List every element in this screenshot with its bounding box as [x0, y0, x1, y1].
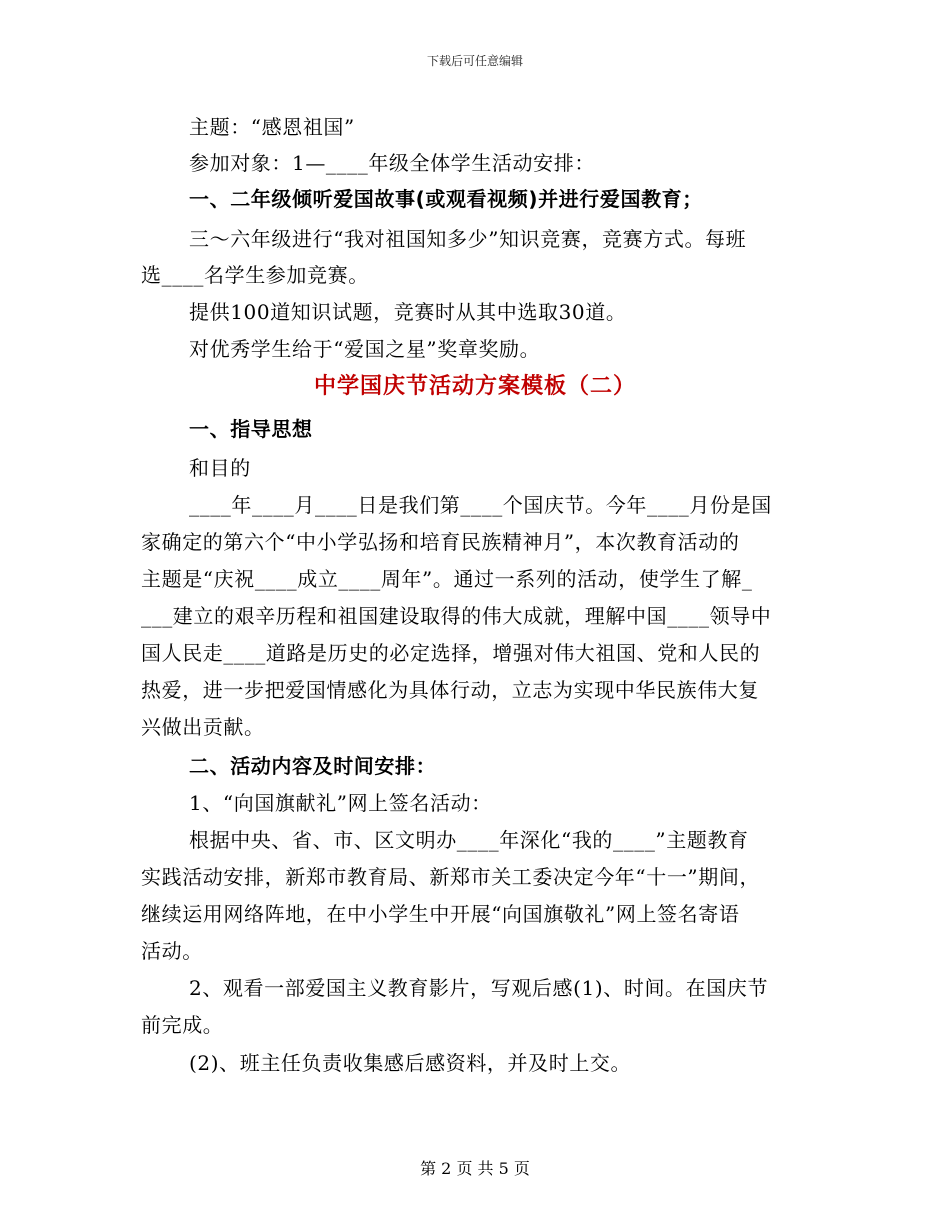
- paragraph-line: 国人民走____道路是历史的必定选择，增强对伟大祖国、党和人民的: [141, 641, 761, 665]
- activity-title: 1、“向国旗献礼”网上签名活动：: [189, 791, 492, 815]
- page-number: 第 2 页 共 5 页: [420, 1159, 530, 1178]
- header-note: 下载后可任意编辑: [426, 54, 523, 68]
- paragraph-line: 家确定的第六个“中小学弘扬和培育民族精神月”，本次教育活动的: [141, 530, 740, 554]
- paragraph-line: 提供100道知识试题，竞赛时从其中选取30道。: [189, 300, 627, 324]
- paragraph-line: 和目的: [189, 456, 251, 480]
- paragraph-line: (2)、班主任负责收集感后感资料，并及时上交。: [189, 1051, 632, 1075]
- paragraph-line: 主题是“庆祝____成立____周年”。通过一系列的活动，使学生了解_: [141, 567, 753, 591]
- paragraph-line: 前完成。: [141, 1013, 224, 1037]
- paragraph-line: ____年____月____日是我们第____个国庆节。今年____月份是国: [189, 493, 772, 517]
- theme-line: 主题：“感恩祖国”: [189, 115, 355, 139]
- paragraph-line: 实践活动安排，新郑市教育局、新郑市关工委决定今年“十一”期间，: [141, 865, 761, 889]
- section-heading: 一、指导思想: [189, 417, 313, 441]
- participants-line: 参加对象：1—____年级全体学生活动安排：: [189, 151, 595, 175]
- paragraph-line: 根据中央、省、市、区文明办____年深化“我的____”主题教育: [189, 828, 749, 852]
- paragraph-line: ___建立的艰辛历程和祖国建设取得的伟大成就，理解中国____领导中: [141, 604, 772, 628]
- section-heading: 二、活动内容及时间安排：: [189, 754, 437, 778]
- paragraph-line: 热爱，进一步把爱国情感化为具体行动，立志为实现中华民族伟大复: [141, 678, 759, 702]
- paragraph-line: 2、观看一部爱国主义教育影片，写观后感(1)、时间。在国庆节: [189, 976, 769, 1000]
- item-heading: 一、二年级倾听爱国故事(或观看视频)并进行爱国教育；: [189, 187, 703, 211]
- paragraph-line: 兴做出贡献。: [141, 715, 265, 739]
- paragraph-line: 继续运用网络阵地，在中小学生中开展“向国旗敬礼”网上签名寄语: [141, 902, 740, 926]
- paragraph-line: 对优秀学生给于“爱国之星”奖章奖励。: [189, 337, 541, 361]
- document-title: 中学国庆节活动方案模板（二）: [313, 374, 636, 399]
- paragraph-line: 活动。: [141, 939, 203, 963]
- paragraph-line: 三～六年级进行“我对祖国知多少”知识竞赛，竞赛方式。每班: [189, 227, 747, 251]
- paragraph-line: 选____名学生参加竞赛。: [141, 263, 369, 287]
